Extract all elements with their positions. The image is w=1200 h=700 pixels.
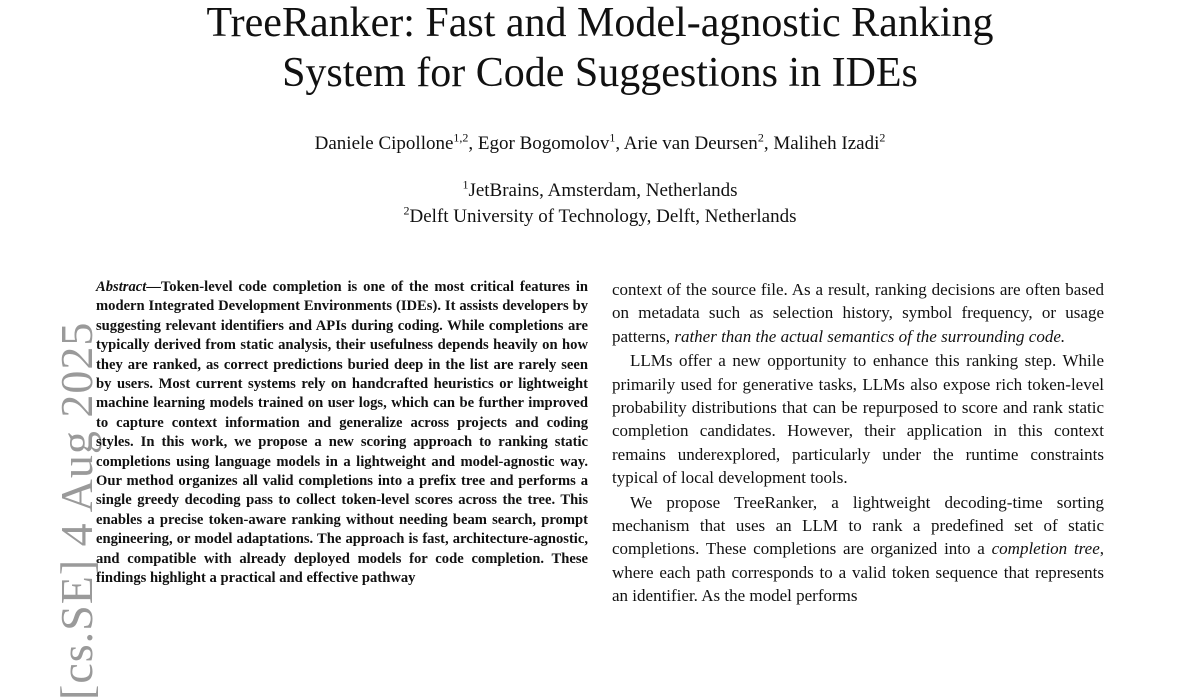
arxiv-stamp: [cs.SE] 4 Aug 2025 (51, 321, 102, 700)
author-list: Daniele Cipollone$^{1,2}$, Egor Bogomolov$^1$, Arie van Deursen$^2$, Maliheh Izadi$^2$ (314, 130, 886, 154)
author-name: Daniele Cipollone (314, 133, 454, 154)
affiliations (0, 178, 1200, 230)
author-affil-mark: 1 (609, 130, 616, 145)
author-name: Egor Bogomolov (477, 133, 610, 154)
abstract-text: Token-level code completion is one of the most critical features in modern Integrated Development Environments (IDEs). It assists developers by suggesting relevant identifiers and APIs during coding. While completions are typically derived from static analysis, their usefulness depends heavily on how they are ranked, as correct predictions buried deep in the list are rarely seen by users. Most current systems rely on handcrafted heuristics or lightweight machine learning models trained on user logs, which can be further improved to capture context information and generalize across projects and coding styles. In this work, we propose a new scoring approach to ranking static completions using language models in a lightweight and model-agnostic way. Our method organizes all valid completions into a prefix tree and performs a single greedy decoding pass to collect token-level scores across the tree. This enables a precise token-aware ranking without needing beam search, prompt engineering, or model adaptations. The approach is fast, architecture-agnostic, and compatible with already deployed models for code completion. These findings highlight a practical and effective pathway (96, 279, 588, 587)
affiliation-line: $^2$Delft University of Technology, Delft, Netherlands (403, 203, 797, 227)
paragraph: context of the source file. As a result, ranking decisions are often based on metadata such as selection history, symbol frequency, or usage patterns, rather than the actual semantics of the surrounding code. (612, 280, 1104, 346)
body-column-right (612, 278, 1104, 608)
affiliation-line: $^1$JetBrains, Amsterdam, Netherlands (462, 177, 738, 201)
title-line-1: TreeRanker: Fast and Model-agnostic Ranking (206, 0, 994, 46)
paragraph: We propose TreeRanker, a lightweight decoding-time sorting mechanism that uses an LLM to rank a predefined set of static completions. These completions are organized into a completion tree, where each path corresponds to a valid token sequence that represents an identifier. As the model performs (612, 492, 1104, 606)
abstract-heading: Abstract (96, 279, 147, 295)
author-name: Maliheh Izadi (773, 133, 880, 154)
paper-title (0, 0, 1200, 98)
author-affil-mark: 1,2 (453, 130, 469, 145)
title-line-2: System for Code Suggestions in IDEs (282, 50, 918, 96)
author-affil-mark: 2 (879, 130, 886, 145)
author-name: Arie van Deursen (623, 133, 758, 154)
author-affil-mark: 2 (757, 130, 764, 145)
abstract: Abstract—Token-level code completion is one of the most critical features in modern Integrated Development Environments (IDEs). It assists developers by suggesting relevant identifiers and APIs during coding. While completions are typically derived from static analysis, their usefulness depends heavily on how they are ranked, as correct predictions buried deep in the list are rarely seen by users. Most current systems rely on handcrafted heuristics or lightweight machine learning models trained on user logs, which can be further improved to capture context information and generalize across projects and coding styles. In this work, we propose a new scoring approach to ranking static completions using language models in a lightweight and model-agnostic way. Our method organizes all valid completions into a prefix tree and performs a single greedy decoding pass to collect token-level scores across the tree. This enables a precise token-aware ranking without needing beam search, prompt engineering, or model adaptations. The approach is fast, architecture-agnostic, and compatible with already deployed models for code completion. These findings highlight a practical and effective pathway (96, 279, 588, 587)
paragraph: LLMs offer a new opportunity to enhance this ranking step. While primarily used for generative tasks, LLMs also expose rich token-level probability distributions that can be repurposed to score and rank static completion candidates. However, their application in this context remains underexplored, particularly under the runtime constraints typical of local development tools. (612, 351, 1104, 488)
